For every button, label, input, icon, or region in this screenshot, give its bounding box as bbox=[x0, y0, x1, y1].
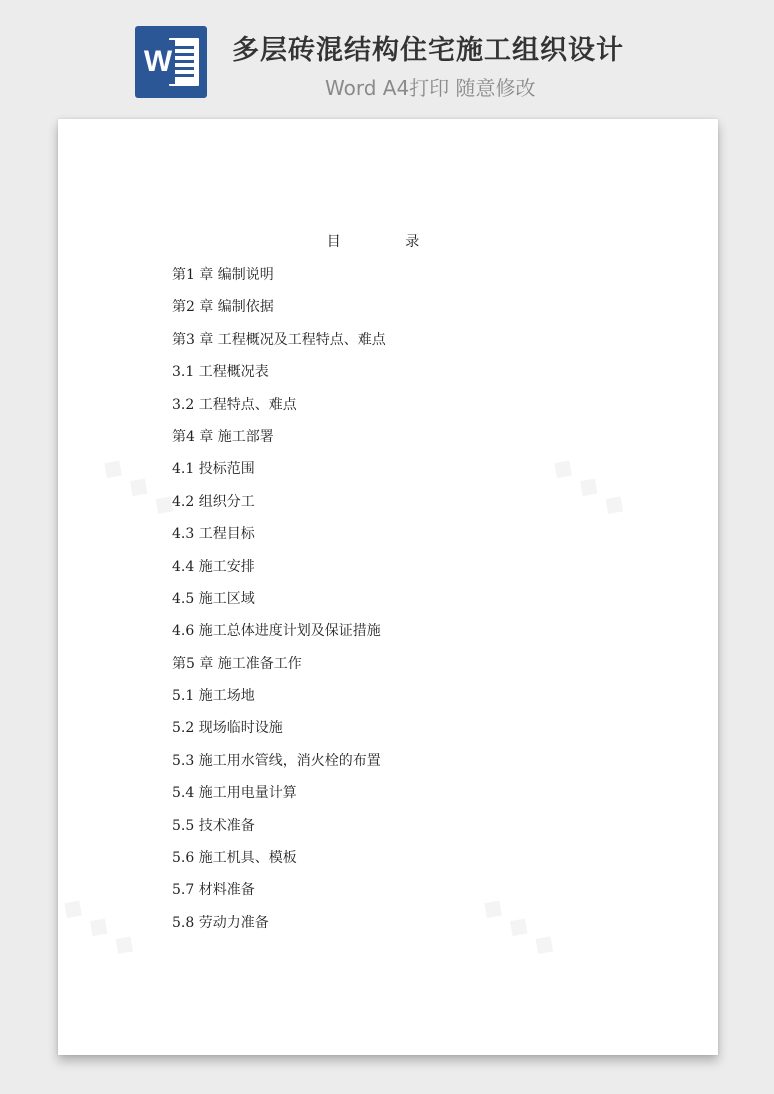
toc-item[interactable]: 5.5 技术准备 bbox=[172, 817, 255, 834]
table-of-contents bbox=[172, 265, 386, 945]
toc-item[interactable]: 第2 章 编制依据 bbox=[172, 299, 274, 316]
toc-heading: 目 录 bbox=[326, 234, 450, 250]
toc-item[interactable]: 5.4 施工用电量计算 bbox=[172, 785, 297, 802]
toc-item[interactable]: 4.2 组织分工 bbox=[172, 493, 255, 510]
toc-item[interactable]: 第4 章 施工部署 bbox=[172, 428, 274, 445]
page-subtitle: Word A4打印 随意修改 bbox=[325, 76, 536, 100]
toc-item[interactable]: 第5 章 施工准备工作 bbox=[172, 655, 302, 672]
toc-item[interactable]: 第3 章 工程概况及工程特点、难点 bbox=[172, 331, 386, 348]
toc-item[interactable]: 5.1 施工场地 bbox=[172, 688, 255, 705]
toc-item[interactable]: 5.7 材料准备 bbox=[172, 882, 255, 899]
document-page bbox=[58, 119, 718, 1055]
toc-item[interactable]: 4.4 施工安排 bbox=[172, 558, 255, 575]
word-logo-letter: W bbox=[141, 40, 175, 84]
watermark bbox=[546, 448, 634, 523]
watermark bbox=[96, 448, 184, 523]
page-title: 多层砖混结构住宅施工组织设计 bbox=[232, 35, 624, 66]
toc-item[interactable]: 5.6 施工机具、模板 bbox=[172, 850, 297, 867]
toc-item[interactable]: 4.1 投标范围 bbox=[172, 461, 255, 478]
toc-item[interactable]: 4.5 施工区域 bbox=[172, 590, 255, 607]
toc-item[interactable]: 3.1 工程概况表 bbox=[172, 364, 269, 381]
watermark bbox=[56, 888, 144, 963]
header bbox=[0, 0, 774, 110]
toc-item[interactable]: 5.2 现场临时设施 bbox=[172, 720, 283, 737]
word-document-icon bbox=[135, 26, 207, 98]
toc-item[interactable]: 5.8 劳动力准备 bbox=[172, 914, 269, 931]
toc-item[interactable]: 4.3 工程目标 bbox=[172, 526, 255, 543]
toc-item[interactable]: 3.2 工程特点、难点 bbox=[172, 396, 297, 413]
toc-item[interactable]: 第1 章 编制说明 bbox=[172, 267, 274, 283]
toc-item[interactable]: 4.6 施工总体进度计划及保证措施 bbox=[172, 623, 381, 640]
toc-item[interactable]: 5.3 施工用水管线，消火栓的布置 bbox=[172, 752, 381, 769]
watermark bbox=[476, 888, 564, 963]
